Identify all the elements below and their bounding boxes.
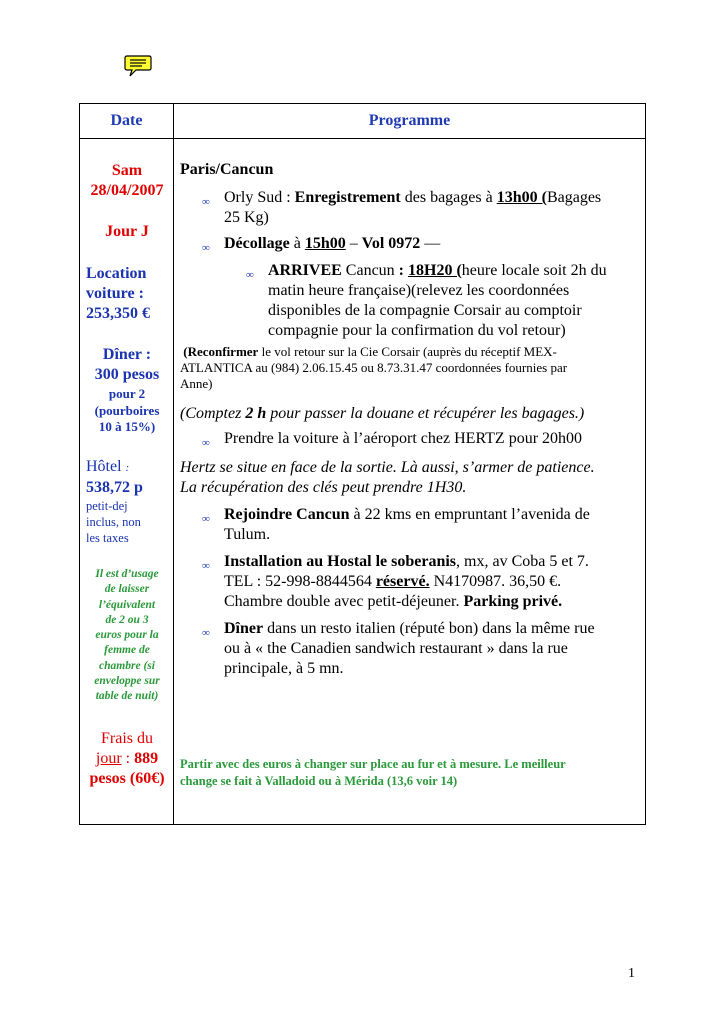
usage-line: enveloppe sur: [94, 675, 160, 688]
location-price: 253,350 €: [86, 305, 150, 322]
frais-pesos: pesos (60€): [89, 770, 165, 787]
itinerary-table: [79, 103, 646, 825]
frais-jour: jour: [95, 750, 122, 767]
orly-item: Orly Sud : Enregistrement des bagages à 13h00 (Bagages 25 Kg): [224, 189, 602, 226]
route-title-text: Paris/Cancun: [180, 161, 274, 178]
bullet-icon: ∞: [202, 560, 210, 572]
date: 28/04/2007: [90, 182, 164, 199]
usage-line: table de nuit): [95, 690, 159, 703]
hotel-colon: :: [125, 462, 130, 474]
usage-line: chambre (si: [99, 659, 155, 672]
hotel-note-2: inclus, non: [86, 515, 141, 529]
programme-column: [174, 139, 646, 825]
hotel-note-3: les taxes: [86, 531, 129, 545]
partir-note: Partir avec des euros à changer sur place au fur et à mesure. Le meilleur change se fait à Valladoid ou à Mérida (13,6 voir 14): [180, 757, 566, 788]
diner-label: Dîner :: [102, 346, 152, 363]
diner-item: Dîner dans un resto italien (réputé bon) dans la même rue ou à « the Canadien sandwich restaurant » dans la rue principale, à 5 mn.: [224, 620, 595, 677]
hertz-note: Hertz se situe en face de la sortie. Là aussi, s’armer de patience. La récupération des clés peut prendre 1H30.: [180, 459, 595, 496]
header-date: Date: [80, 104, 174, 139]
diner-price: 300 pesos: [94, 366, 160, 383]
usage-line: euros pour la: [95, 629, 159, 642]
comptez-note: (Comptez 2 h pour passer la douane et récupérer les bagages.): [180, 405, 585, 422]
bullet-icon: ∞: [202, 242, 210, 254]
jour-j: Jour J: [105, 223, 149, 240]
frais-amount: 889: [134, 750, 159, 767]
hotel-price: 538,72 p: [86, 479, 143, 496]
location-label-2: voiture :: [86, 285, 144, 302]
header-programme: Programme: [174, 104, 646, 139]
diner-percent: 10 à 15%): [98, 419, 156, 434]
bullet-icon: ∞: [246, 269, 254, 281]
usage-line: femme de: [104, 644, 150, 657]
usage-line: de 2 ou 3: [105, 613, 149, 626]
bullet-icon: ∞: [202, 627, 210, 639]
reconfirm-note: (Reconfirmer le vol retour sur la Cie Corsair (auprès du réceptif MEX- ATLANTICA au (984) 2.06.15.45 ou 8.73.31.47 coordonnées fournies par Anne): [180, 344, 568, 391]
hotel-label: Hôtel: [86, 458, 122, 475]
comment-icon[interactable]: [124, 54, 152, 78]
bullet-icon: ∞: [202, 513, 210, 525]
frais-colon: :: [125, 750, 131, 767]
bullet-icon: ∞: [202, 196, 210, 208]
left-column: [80, 139, 174, 825]
usage-line: Il est d’usage: [95, 568, 159, 580]
hertz-item: Prendre la voiture à l’aéroport chez HERTZ pour 20h00: [224, 430, 583, 447]
rejoindre-item: Rejoindre Cancun à 22 kms en empruntant l’avenida de Tulum.: [224, 506, 590, 543]
usage-line: l’équivalent: [98, 598, 156, 611]
decollage-item: Décollage à 15h00 – Vol 0972 —: [224, 235, 441, 252]
page-number: 1: [628, 966, 635, 981]
day: Sam: [111, 162, 143, 179]
bullet-icon: ∞: [202, 437, 210, 449]
arrivee-item: ARRIVEE Cancun : 18H20 (heure locale soit 2h du matin heure française)(relevez les coordonnées disponibles de la compagnie Corsair au comptoir compagnie pour la confirmation du vol retour): [268, 262, 607, 339]
diner-pourboires: (pourboires: [94, 403, 160, 418]
usage-line: de laisser: [104, 583, 150, 596]
installation-item: Installation au Hostal le soberanis, mx, av Coba 5 et 7. TEL : 52-998-8844564 réservé. N4170987. 36,50 €. Chambre double avec petit-déjeuner. Parking privé.: [224, 553, 589, 610]
diner-pour: pour 2: [108, 386, 146, 401]
hotel-note-1: petit-dej: [86, 499, 128, 513]
location-label: Location: [86, 265, 147, 282]
frais-label: Frais du: [101, 730, 153, 747]
